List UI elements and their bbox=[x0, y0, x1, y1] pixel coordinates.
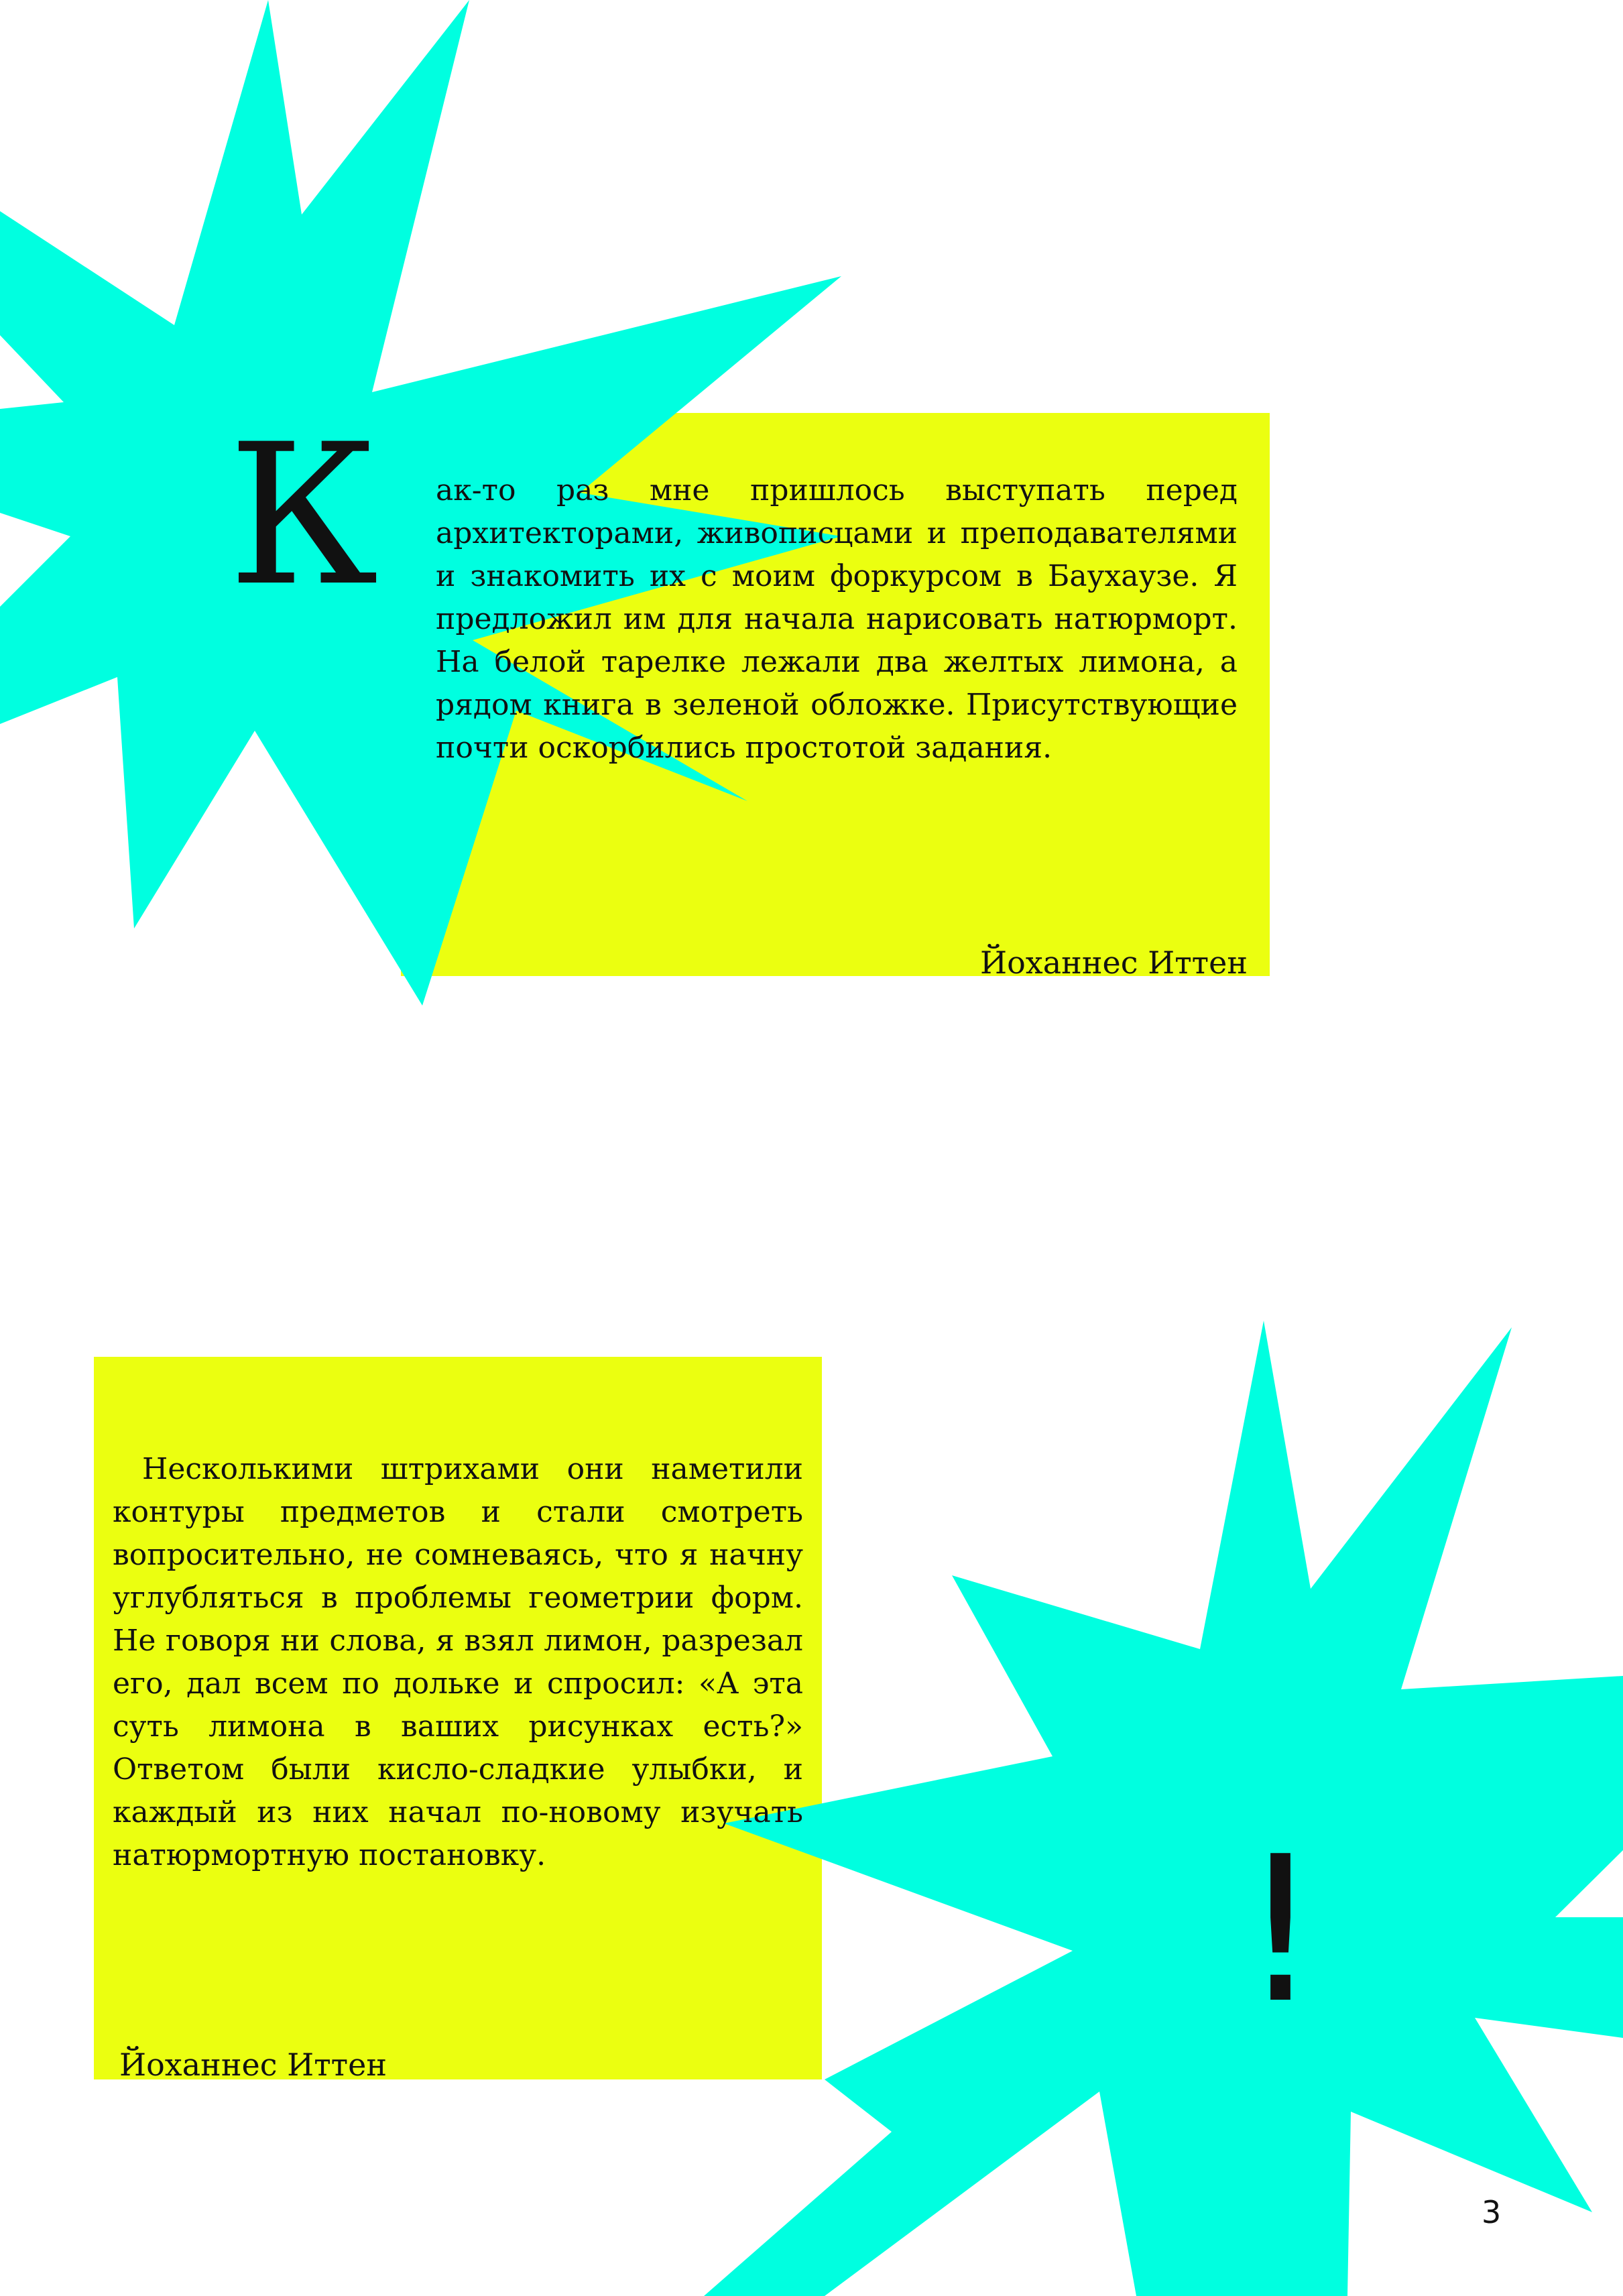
drop-cap-letter: К bbox=[228, 403, 379, 629]
author-name-bottom: Йоханнес Иттен bbox=[119, 2047, 387, 2083]
quote-text-top: ак-то раз мне пришлось выступать перед архитекторами, живописцами и преподавателями и знакомить их с моим форкурсом в Баухаузе. Я предложил им для начала нарисовать натюрморт. На белой тарелке лежали два желтых лимона, а рядом книга в зеленой обложке. Присутствующие почти оскорбились простотой задания. bbox=[436, 473, 1238, 765]
page-number: 3 bbox=[1482, 2194, 1502, 2230]
exclamation-mark: ! bbox=[1240, 1813, 1321, 2047]
quote-text-bottom: Несколькими штрихами они наметили контуры предметов и стали смотреть вопросительно, не сомневаясь, что я начну углубляться в проблемы геометрии форм. Не говоря ни слова, я взял лимон, разрезал его, дал всем по дольке и спросил: «А эта суть лимона в ваших рисунках есть?» Ответом были кисло-сладкие улыбки, и каждый из них начал по-новому изучать натюрмортную постановку. bbox=[113, 1452, 803, 1872]
author-name-top: Йоханнес Иттен bbox=[980, 945, 1248, 981]
starburst-bottom-shape bbox=[704, 1321, 1623, 2296]
